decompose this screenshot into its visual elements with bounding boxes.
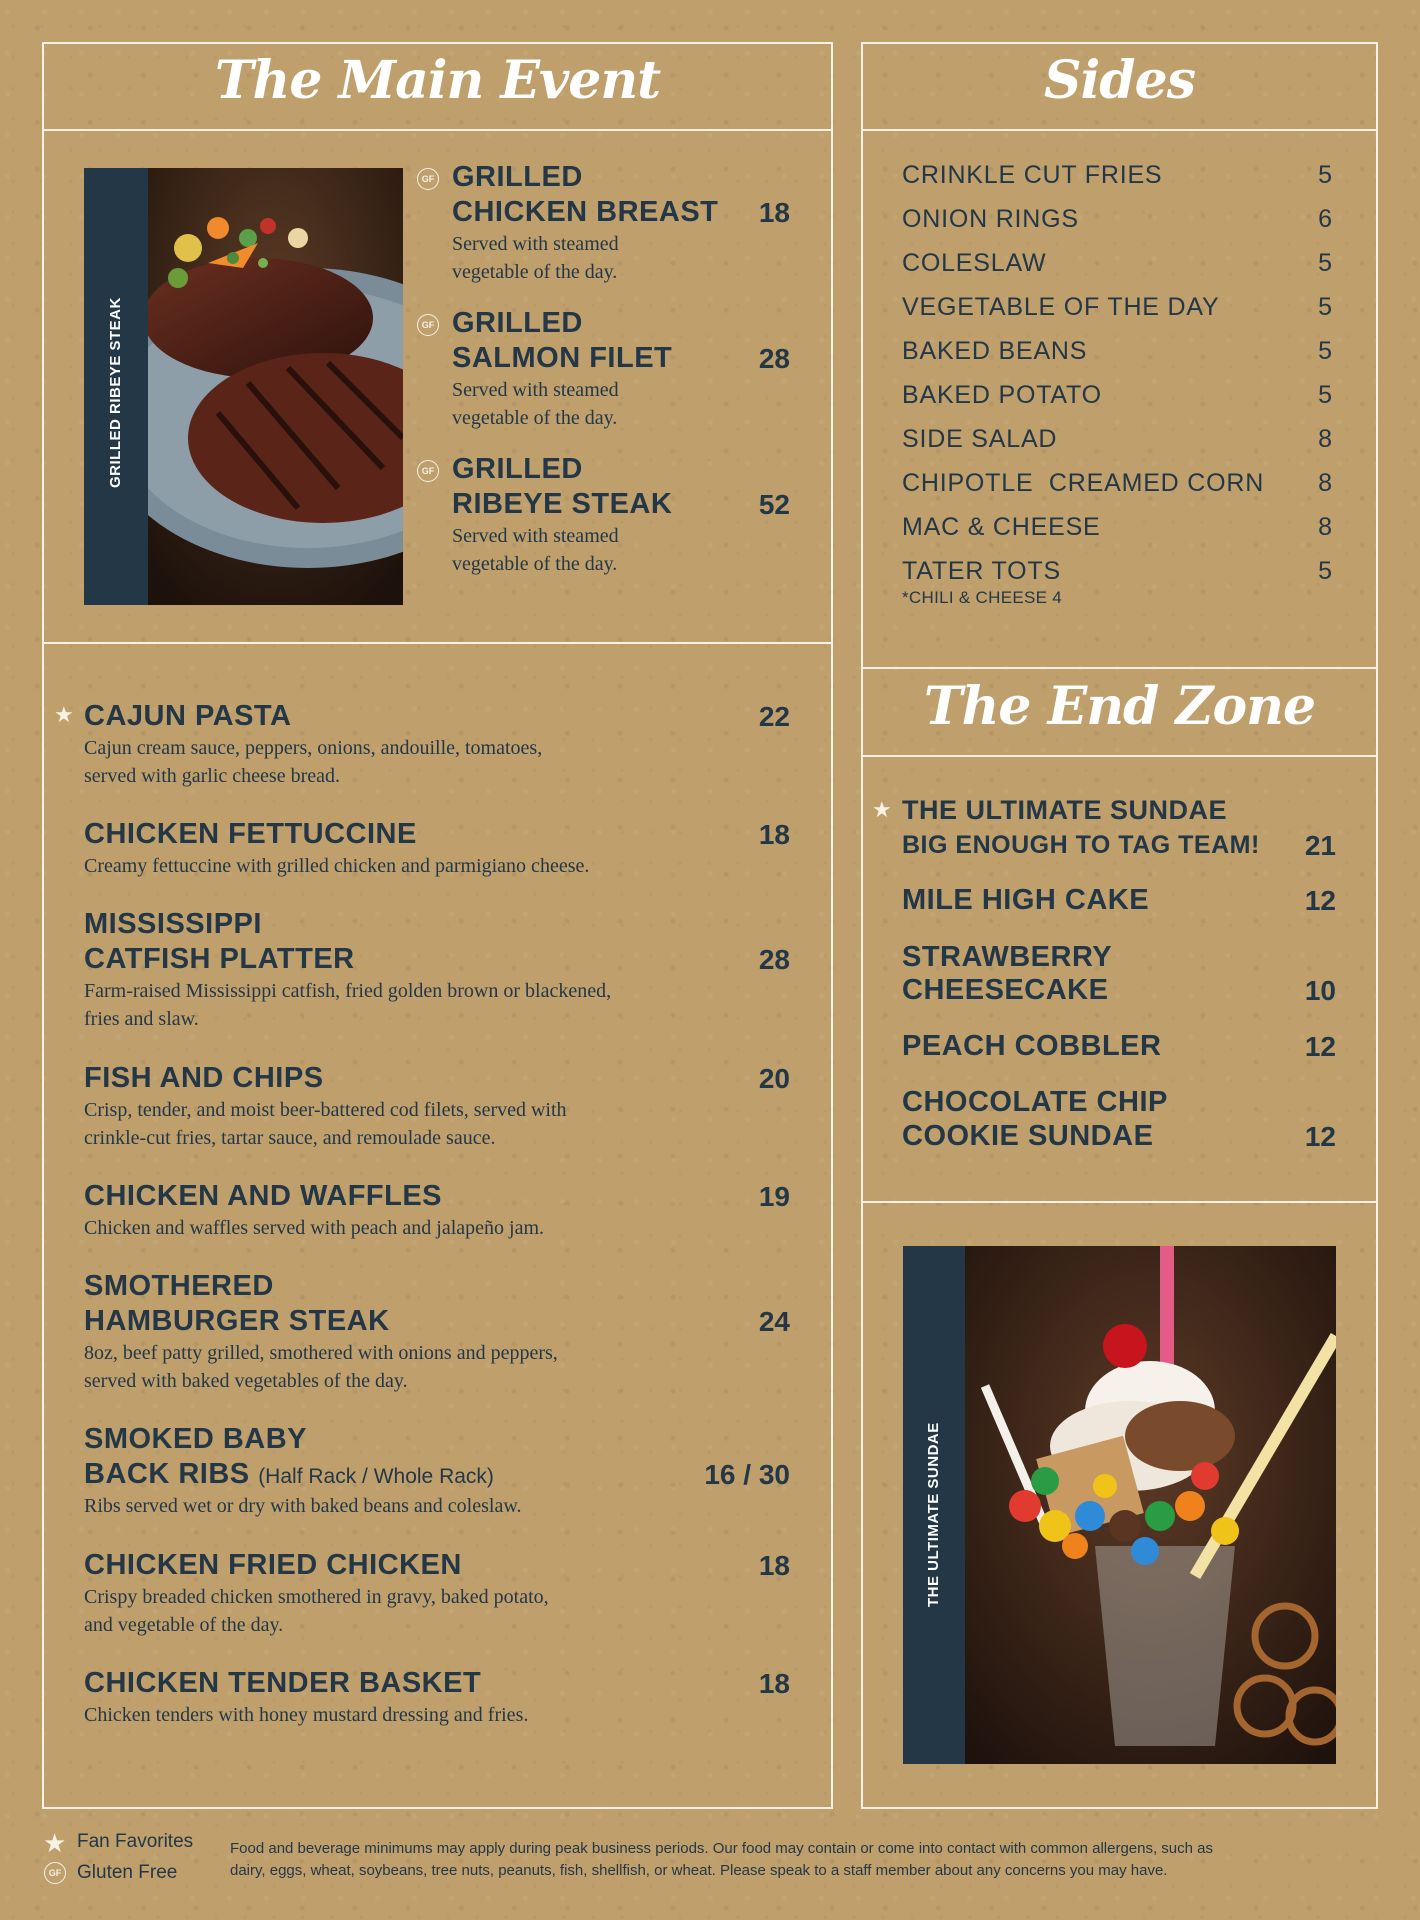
- entree-name: CAJUN PASTA: [84, 700, 292, 732]
- entree-price: 18: [758, 1668, 790, 1699]
- side-item-name: TATER TOTS: [902, 557, 1061, 585]
- grill-item-price: 28: [758, 343, 790, 374]
- entree-desc-line1: Farm-raised Mississippi catfish, fried golden brown or blackened,: [84, 980, 612, 1002]
- entree-desc-line1: Ribs served wet or dry with baked beans and coleslaw.: [84, 1495, 522, 1517]
- entree-desc-line2: served with baked vegetables of the day.: [84, 1370, 408, 1392]
- entree-name: FISH AND CHIPS: [84, 1062, 324, 1094]
- entree-price: 18: [758, 1550, 790, 1581]
- entree-name-line2-wrap: [84, 1457, 494, 1494]
- side-item-name: SIDE SALAD: [902, 425, 1058, 453]
- dessert-name-line2: BIG ENOUGH TO TAG TEAM!: [902, 831, 1260, 859]
- side-item-name: VEGETABLE OF THE DAY: [902, 293, 1220, 321]
- ribeye-photo-label: GRILLED RIBEYE STEAK: [107, 297, 124, 488]
- entree-desc-line2: and vegetable of the day.: [84, 1614, 284, 1636]
- gluten-free-icon: GF: [417, 314, 439, 336]
- entree-price: 24: [758, 1306, 790, 1337]
- main-event-title: The Main Event: [214, 50, 661, 111]
- dessert-price: 12: [1304, 1031, 1336, 1062]
- dessert-price: 21: [1304, 830, 1336, 861]
- footer-notice-line2: dairy, eggs, wheat, soybeans, tree nuts, peanuts, fish, shellfish, or wheat. Please speak to a staff member about any concerns you may have.: [230, 1862, 1168, 1879]
- entree-name-line1: SMOTHERED: [84, 1270, 274, 1302]
- side-item-price: 8: [1318, 469, 1332, 497]
- entree-name-line1: SMOKED BABY: [84, 1423, 308, 1455]
- entree-desc-line1: Chicken and waffles served with peach and jalapeño jam.: [84, 1217, 545, 1239]
- entree-desc-line2: fries and slaw.: [84, 1008, 199, 1030]
- entree-name: CHICKEN FRIED CHICKEN: [84, 1549, 462, 1581]
- entree-price: 20: [758, 1063, 790, 1094]
- side-item-name: BAKED BEANS: [902, 337, 1088, 365]
- grill-item-name-line2: CHICKEN BREAST: [452, 196, 719, 228]
- side-item-name: ONION RINGS: [902, 205, 1079, 233]
- grill-item-price: 52: [758, 489, 790, 520]
- ribeye-steak-photo: [148, 168, 403, 605]
- entree-desc-line1: Crisp, tender, and moist beer-battered cod filets, served with: [84, 1099, 567, 1121]
- entree-name-suffix: (Half Rack / Whole Rack): [258, 1465, 494, 1488]
- sundae-photo-label: THE ULTIMATE SUNDAE: [925, 1422, 942, 1607]
- grill-item-name-line1: GRILLED: [452, 161, 583, 193]
- entree-name-line2: CATFISH PLATTER: [84, 943, 355, 975]
- entree-price: 19: [758, 1181, 790, 1212]
- entree-name-line2: HAMBURGER STEAK: [84, 1305, 390, 1337]
- grill-item-desc-line1: Served with steamed: [452, 379, 619, 401]
- entree-desc-line2: crinkle-cut fries, tartar sauce, and remoulade sauce.: [84, 1127, 496, 1149]
- side-item-price: 5: [1318, 557, 1332, 585]
- gluten-free-icon: GF: [417, 460, 439, 482]
- entree-name: CHICKEN FETTUCCINE: [84, 818, 417, 850]
- side-item-price: 5: [1318, 381, 1332, 409]
- main-event-title-rule: [42, 129, 833, 131]
- grill-item-desc-line2: vegetable of the day.: [452, 407, 618, 429]
- grill-item-desc-line2: vegetable of the day.: [452, 261, 618, 283]
- grill-item-name-line2: SALMON FILET: [452, 342, 673, 374]
- entree-name: CHICKEN AND WAFFLES: [84, 1180, 443, 1212]
- ultimate-sundae-photo: [965, 1246, 1336, 1764]
- side-item-price: 8: [1318, 513, 1332, 541]
- dessert-name-line1: CHOCOLATE CHIP: [902, 1086, 1168, 1118]
- entree-desc-line1: Creamy fettuccine with grilled chicken and parmigiano cheese.: [84, 855, 590, 877]
- grill-item-desc-line1: Served with steamed: [452, 233, 619, 255]
- dessert-price: 12: [1304, 885, 1336, 916]
- main-event-section-rule: [42, 642, 833, 644]
- footer-notice-line1: Food and beverage minimums may apply during peak business periods. Our food may contain or come into contact with common allergens, such as: [230, 1840, 1213, 1857]
- entree-desc-line1: Cajun cream sauce, peppers, onions, andouille, tomatoes,: [84, 737, 543, 759]
- dessert-name-line2: COOKIE SUNDAE: [902, 1120, 1154, 1152]
- entree-price: 16 / 30: [704, 1459, 790, 1490]
- sides-title-rule: [861, 129, 1378, 131]
- end-zone-photo-rule: [861, 1201, 1378, 1203]
- dessert-price: 12: [1304, 1121, 1336, 1152]
- sides-title: Sides: [1043, 50, 1196, 111]
- entree-name-line1: MISSISSIPPI: [84, 908, 262, 940]
- side-item-name: MAC & CHEESE: [902, 513, 1101, 541]
- side-item-price: 6: [1318, 205, 1332, 233]
- dessert-name-line2: CHEESECAKE: [902, 974, 1109, 1006]
- side-item-name: COLESLAW: [902, 249, 1047, 277]
- entree-price: 22: [758, 701, 790, 732]
- entree-price: 18: [758, 819, 790, 850]
- side-item-price: 5: [1318, 337, 1332, 365]
- gluten-free-icon: GF: [417, 168, 439, 190]
- entree-desc-line1: 8oz, beef patty grilled, smothered with onions and peppers,: [84, 1342, 558, 1364]
- dessert-price: 10: [1304, 975, 1336, 1006]
- end-zone-title-rule: [861, 755, 1378, 757]
- side-item-price: 8: [1318, 425, 1332, 453]
- entree-price: 28: [758, 944, 790, 975]
- legend-fan-favorites: Fan Favorites: [77, 1831, 194, 1852]
- grill-item-desc-line1: Served with steamed: [452, 525, 619, 547]
- grill-item-name-line1: GRILLED: [452, 307, 583, 339]
- grill-item-price: 18: [758, 197, 790, 228]
- side-item-price: 5: [1318, 293, 1332, 321]
- side-item-price: 5: [1318, 249, 1332, 277]
- side-item-price: 5: [1318, 161, 1332, 189]
- gluten-free-icon: GF: [44, 1862, 66, 1884]
- entree-desc-line1: Chicken tenders with honey mustard dressing and fries.: [84, 1704, 529, 1726]
- entree-name-line2: BACK RIBS: [84, 1458, 250, 1490]
- dessert-name: PEACH COBBLER: [902, 1030, 1162, 1062]
- dessert-name: MILE HIGH CAKE: [902, 884, 1150, 916]
- fan-favorite-star-icon: ★: [43, 1828, 67, 1858]
- entree-desc-line1: Crispy breaded chicken smothered in gravy, baked potato,: [84, 1586, 549, 1608]
- dessert-name-line1: STRAWBERRY: [902, 941, 1113, 973]
- fan-favorite-star-icon: ★: [54, 702, 74, 727]
- end-zone-title: The End Zone: [923, 676, 1316, 737]
- side-item-name: BAKED POTATO: [902, 381, 1102, 409]
- legend-gluten-free: Gluten Free: [77, 1862, 178, 1883]
- dessert-name-line1: THE ULTIMATE SUNDAE: [902, 795, 1227, 825]
- grill-item-desc-line2: vegetable of the day.: [452, 553, 618, 575]
- grill-item-name-line2: RIBEYE STEAK: [452, 488, 673, 520]
- tater-tots-note: *CHILI & CHEESE 4: [902, 588, 1063, 607]
- fan-favorite-star-icon: ★: [872, 797, 892, 822]
- side-item-name: CRINKLE CUT FRIES: [902, 161, 1163, 189]
- entree-name: CHICKEN TENDER BASKET: [84, 1667, 482, 1699]
- side-item-name: CHIPOTLE CREAMED CORN: [902, 469, 1265, 497]
- grill-item-name-line1: GRILLED: [452, 453, 583, 485]
- entree-desc-line2: served with garlic cheese bread.: [84, 765, 340, 787]
